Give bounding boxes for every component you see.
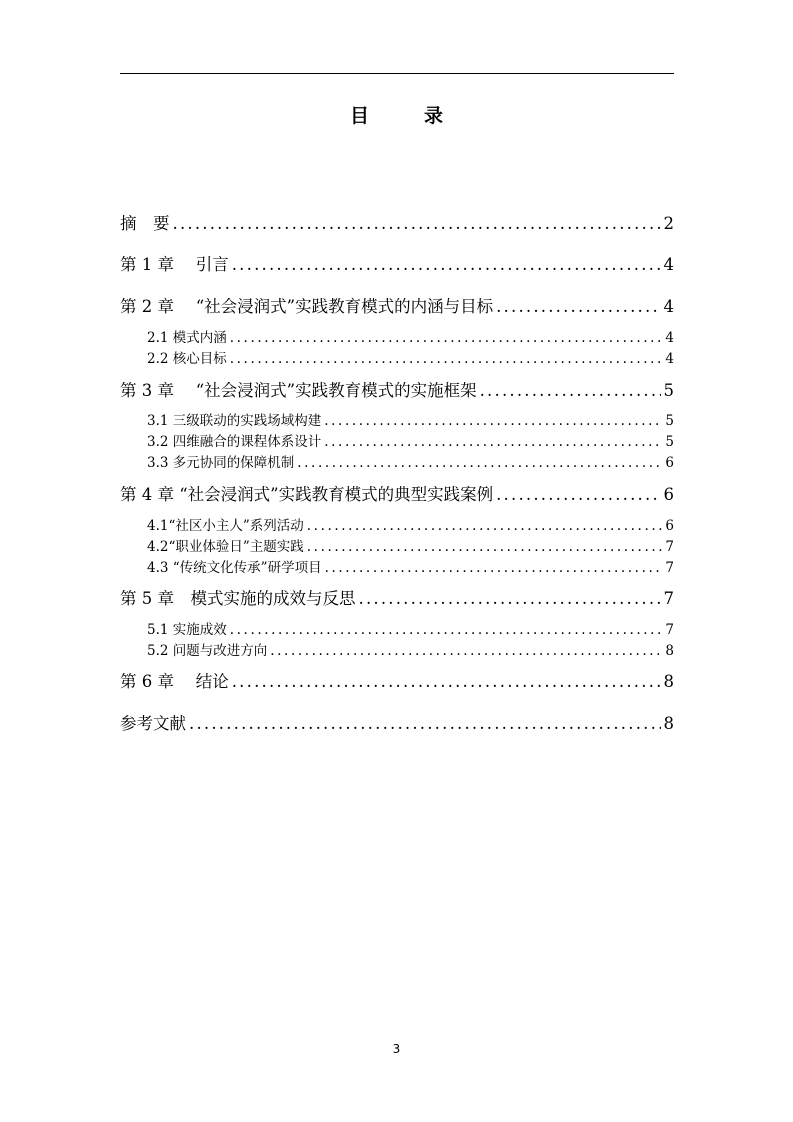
toc-entry-section-2-1[interactable] [147,329,674,347]
toc-entry-label: 第 5 章 模式实施的成效与反思 [120,589,356,608]
dot-leader [307,517,663,535]
toc-entry-section-5-2[interactable] [147,642,674,660]
dot-leader [325,559,663,577]
toc-entry-page: 8 [665,643,674,659]
toc-entry-label: 第 6 章 结论 [120,672,229,691]
dot-leader [324,433,662,451]
toc-entry-page: 7 [665,560,674,576]
dot-leader [324,412,662,430]
dot-leader [480,380,661,402]
toc-entry-label: 第 3 章 “社会浸润式”实践教育模式的实施框架 [120,381,477,400]
toc-entry-label: 4.2“职业体验日”主题实践 [147,539,304,555]
dot-leader [496,484,660,506]
toc-entry-label: 4.1“社区小主人”系列活动 [147,518,304,534]
toc-entry-label: 5.1 实施成效 [147,622,227,638]
toc-entry-section-4-1[interactable] [147,517,674,535]
toc-entry-page: 5 [665,434,674,450]
toc-entry-chapter-1[interactable] [120,254,674,276]
toc-entry-page: 5 [665,413,674,429]
dot-leader [359,588,661,610]
toc-entry-page: 7 [665,539,674,555]
toc-entry-page: 4 [663,255,674,274]
toc-entry-chapter-3[interactable] [120,380,674,402]
dot-leader [230,329,663,347]
toc-entry-page: 4 [663,297,674,316]
toc-entry-label: 摘 要 [120,214,170,233]
toc-entry-section-3-3[interactable] [147,454,674,472]
toc-entry-references[interactable] [120,713,674,735]
toc-entry-section-3-1[interactable] [147,412,674,430]
toc-entry-page: 6 [663,485,674,504]
toc-entry-chapter-5[interactable] [120,588,674,610]
toc-entry-page: 7 [665,622,674,638]
dot-leader [232,254,661,276]
toc-entry-page: 4 [665,330,674,346]
toc-entry-page: 5 [663,381,674,400]
toc-entry-page: 2 [663,214,674,233]
dot-leader [496,296,660,318]
toc-entry-label: 5.2 问题与改进方向 [147,643,268,659]
toc-entry-section-5-1[interactable] [147,621,674,639]
dot-leader [173,213,661,235]
toc-entry-label: 3.3 多元协同的保障机制 [147,455,295,471]
toc-entry-label: 3.2 四维融合的课程体系设计 [147,434,322,450]
page-number: 3 [392,1042,401,1056]
dot-leader [189,713,661,735]
toc-entry-label: 3.1 三级联动的实践场域构建 [147,413,322,429]
toc-title: 目 录 [349,105,461,127]
toc-entry-label: 2.1 模式内涵 [147,330,227,346]
toc-entry-section-4-2[interactable] [147,538,674,556]
toc-entry-label: 第 1 章 引言 [120,255,229,274]
toc-entry-section-3-2[interactable] [147,433,674,451]
toc-entry-label: 第 2 章 “社会浸润式”实践教育模式的内涵与目标 [120,297,494,316]
toc-entry-section-2-2[interactable] [147,350,674,368]
dot-leader [230,621,663,639]
toc-entry-label: 参考文献 [120,714,186,733]
toc-entry-chapter-4[interactable] [120,484,674,506]
toc-entry-label: 4.3 “传统文化传承”研学项目 [147,560,322,576]
toc-entry-page: 6 [665,518,674,534]
dot-leader [307,538,663,556]
toc-entry-page: 6 [665,455,674,471]
dot-leader [230,350,663,368]
dot-leader [297,454,662,472]
dot-leader [270,642,662,660]
toc-entry-page: 7 [663,589,674,608]
toc-entry-page: 8 [663,714,674,733]
toc-entry-label: 第 4 章 “社会浸润式”实践教育模式的典型实践案例 [120,485,494,504]
dot-leader [232,671,661,693]
toc-entry-label: 2.2 核心目标 [147,351,227,367]
toc-entry-page: 8 [663,672,674,691]
toc-entry-page: 4 [665,351,674,367]
toc-entry-chapter-2[interactable] [120,296,674,318]
toc-entry-abstract[interactable] [120,213,674,235]
toc-entry-section-4-3[interactable] [147,559,674,577]
toc-entry-chapter-6[interactable] [120,671,674,693]
